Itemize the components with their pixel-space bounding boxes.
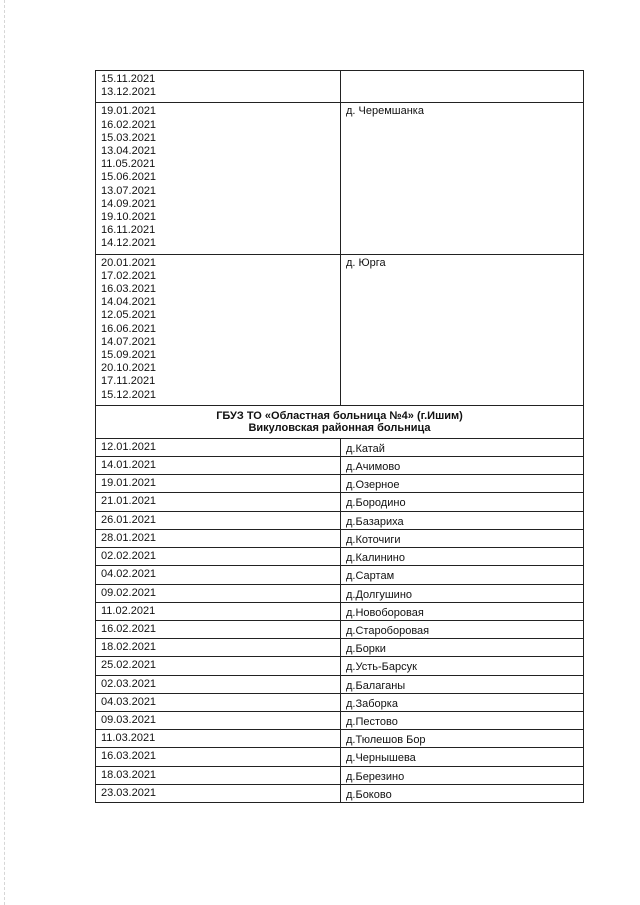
visit-row	[96, 438, 584, 456]
visit-date: 16.02.2021	[96, 620, 341, 638]
date-line: 13.07.2021	[101, 184, 157, 197]
date-list-cell	[96, 103, 341, 254]
visit-date: 16.03.2021	[96, 748, 341, 766]
visit-date: 09.03.2021	[96, 711, 341, 729]
date-line: 15.09.2021	[101, 349, 157, 362]
date-list-cell	[96, 71, 341, 103]
visit-row	[96, 511, 584, 529]
visit-date: 04.03.2021	[96, 693, 341, 711]
visit-village: д.Сартам	[341, 566, 584, 584]
visit-village: д.Тюлешов Бор	[341, 730, 584, 748]
visit-row	[96, 475, 584, 493]
village-cell: д. Черемшанка	[341, 103, 584, 254]
visit-village: д.Боково	[341, 784, 584, 802]
visit-row	[96, 766, 584, 784]
schedule-table	[95, 70, 584, 803]
visit-date: 26.01.2021	[96, 511, 341, 529]
visit-row	[96, 566, 584, 584]
schedule-body	[96, 71, 584, 803]
visit-row	[96, 748, 584, 766]
visit-date: 09.02.2021	[96, 584, 341, 602]
date-line: 20.01.2021	[101, 256, 157, 269]
date-line: 16.02.2021	[101, 118, 157, 131]
hospital-name: ГБУЗ ТО «Областная больница №4» (г.Ишим)	[216, 409, 463, 422]
visit-date: 02.03.2021	[96, 675, 341, 693]
visit-village: д.Староборовая	[341, 620, 584, 638]
visit-date: 28.01.2021	[96, 529, 341, 547]
visit-village: д.Балаганы	[341, 675, 584, 693]
date-line: 19.10.2021	[101, 211, 157, 224]
date-line: 13.04.2021	[101, 145, 157, 158]
date-line: 16.11.2021	[101, 224, 156, 237]
visit-row	[96, 657, 584, 675]
date-line: 14.07.2021	[101, 335, 157, 348]
visit-date: 25.02.2021	[96, 657, 341, 675]
date-line: 14.04.2021	[101, 296, 157, 309]
visit-row	[96, 493, 584, 511]
visit-village: д.Ачимово	[341, 457, 584, 475]
visit-row	[96, 675, 584, 693]
visit-date: 02.02.2021	[96, 548, 341, 566]
village-cell	[341, 71, 584, 103]
visit-row	[96, 529, 584, 547]
visit-row	[96, 457, 584, 475]
date-line: 19.01.2021	[101, 105, 157, 118]
visit-date: 04.02.2021	[96, 566, 341, 584]
visit-village: д.Пестово	[341, 711, 584, 729]
date-line: 17.02.2021	[101, 269, 157, 282]
visit-date: 11.03.2021	[96, 730, 341, 748]
visit-row	[96, 620, 584, 638]
section-header-row	[96, 405, 584, 438]
visit-row	[96, 602, 584, 620]
date-group-row	[96, 103, 584, 254]
date-line: 16.06.2021	[101, 322, 157, 335]
visit-village: д.Заборка	[341, 693, 584, 711]
visit-date: 11.02.2021	[96, 602, 341, 620]
visit-row	[96, 639, 584, 657]
date-line: 15.03.2021	[101, 131, 157, 144]
visit-village: д.Усть-Барсук	[341, 657, 584, 675]
visit-village: д.Березино	[341, 766, 584, 784]
date-line: 20.10.2021	[101, 362, 157, 375]
visit-village: д.Базариха	[341, 511, 584, 529]
visit-village: д.Калинино	[341, 548, 584, 566]
date-line: 14.12.2021	[101, 237, 157, 250]
visit-date: 12.01.2021	[96, 438, 341, 456]
visit-village: д.Борки	[341, 639, 584, 657]
date-line: 13.12.2021	[101, 86, 157, 99]
visit-date: 21.01.2021	[96, 493, 341, 511]
date-line: 16.03.2021	[101, 283, 157, 296]
visit-row	[96, 548, 584, 566]
date-line: 11.05.2021	[101, 158, 156, 171]
section-header-cell	[96, 405, 584, 438]
visit-row	[96, 584, 584, 602]
visit-row	[96, 730, 584, 748]
date-line: 15.06.2021	[101, 171, 157, 184]
date-group-row	[96, 254, 584, 405]
date-line: 14.09.2021	[101, 197, 157, 210]
visit-village: д.Новоборовая	[341, 602, 584, 620]
date-line: 15.12.2021	[101, 388, 157, 401]
page-edge-mark	[4, 0, 6, 905]
visit-date: 14.01.2021	[96, 457, 341, 475]
visit-village: д.Бородино	[341, 493, 584, 511]
district-hospital-name: Викуловская районная больница	[248, 422, 431, 435]
visit-date: 18.02.2021	[96, 639, 341, 657]
visit-date: 19.01.2021	[96, 475, 341, 493]
visit-village: д.Катай	[341, 438, 584, 456]
visit-village: д.Чернышева	[341, 748, 584, 766]
date-line: 12.05.2021	[101, 309, 157, 322]
date-group-row	[96, 71, 584, 103]
date-line: 15.11.2021	[101, 73, 156, 85]
visit-village: д.Озерное	[341, 475, 584, 493]
date-list-cell	[96, 254, 341, 405]
visit-row	[96, 711, 584, 729]
visit-date: 18.03.2021	[96, 766, 341, 784]
visit-village: д.Долгушино	[341, 584, 584, 602]
visit-village: д.Коточиги	[341, 529, 584, 547]
visit-row	[96, 784, 584, 802]
visit-row	[96, 693, 584, 711]
village-cell: д. Юрга	[341, 254, 584, 405]
visit-date: 23.03.2021	[96, 784, 341, 802]
date-line: 17.11.2021	[101, 375, 156, 388]
